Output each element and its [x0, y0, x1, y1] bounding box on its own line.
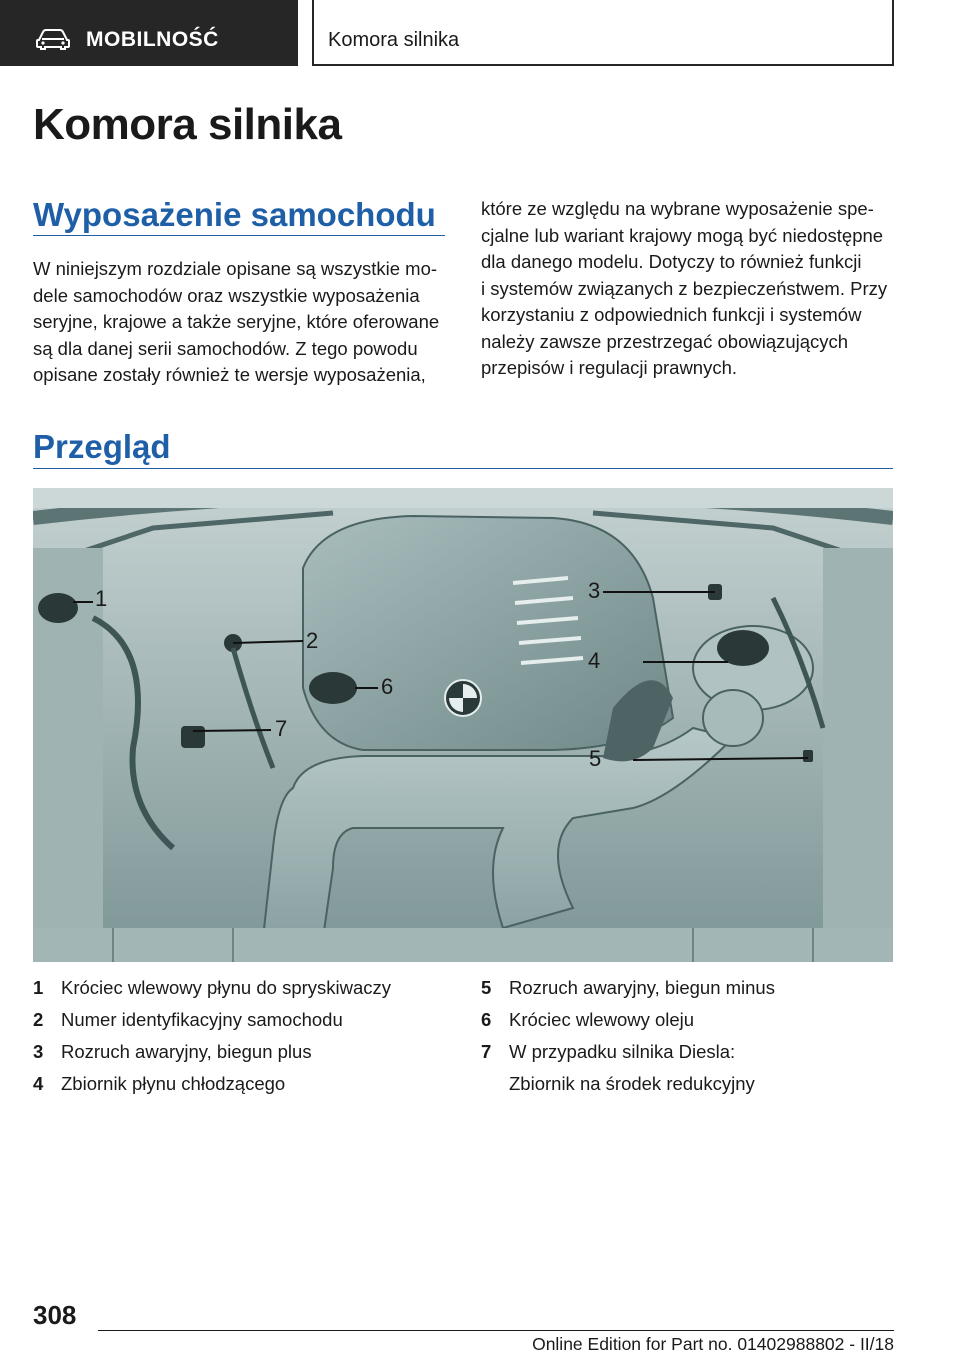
text-line: które ze względu na wybrane wyposażenie spe- [481, 198, 874, 219]
legend-text: Zbiornik na środek redukcyjny [509, 1073, 755, 1094]
legend-item [481, 1004, 911, 1036]
legend-number: 5 [481, 977, 492, 998]
text-line: W niniejszym rozdziale opisane są wszystkie mo- [33, 258, 438, 279]
text-line: należy zawsze przestrzegać obowiązujących [481, 330, 849, 352]
legend-item [33, 1036, 463, 1068]
legend-text: Rozruch awaryjny, biegun plus [61, 1041, 312, 1062]
text-line: dla danego modelu. Dotyczy to również funkcji [481, 251, 862, 272]
legend-item [481, 972, 911, 1004]
callout-2: 2 [306, 628, 319, 653]
overview-heading-rule [33, 468, 893, 469]
edition-text: Online Edition for Part no. 01402988802 - II/18 [532, 1334, 894, 1354]
legend-text: Zbiornik płynu chłodzącego [61, 1073, 286, 1094]
legend-item [33, 1004, 463, 1036]
legend-item [33, 1068, 463, 1100]
car-icon [36, 28, 70, 50]
legend-text: Króciec wlewowy oleju [509, 1009, 695, 1030]
text-line: cjalne lub wariant krajowy mogą być niedostępne [481, 224, 884, 246]
text-line: dele samochodów oraz wszystkie wyposażenia [33, 284, 420, 306]
legend-text: Rozruch awaryjny, biegun minus [509, 977, 775, 998]
equipment-heading: Wyposażenie samochodu [33, 196, 436, 233]
page-number: 308 [33, 1300, 77, 1330]
legend-number [481, 1068, 509, 1100]
equipment-heading-rule [33, 235, 445, 236]
text-line: opisane zostały również te wersje wyposażenia, [33, 364, 426, 385]
overview-heading: Przegląd [33, 428, 171, 465]
callout-3: 3 [588, 578, 601, 603]
text-line: są dla danej serii samochodów. Z tego powodu [33, 337, 418, 359]
equipment-text-col1 [33, 256, 453, 389]
text-line: przepisów i regulacji prawnych. [481, 357, 738, 378]
text-line: i systemów związanych z bezpieczeństwem. Przy [481, 277, 888, 299]
legend-number: 7 [481, 1041, 492, 1062]
chapter-label: Komora silnika [328, 29, 460, 51]
chapter-tab[interactable] [312, 0, 894, 66]
legend-number: 4 [33, 1073, 44, 1094]
callout-7: 7 [275, 716, 288, 741]
callout-5: 5 [589, 746, 602, 771]
legend-number: 6 [481, 1009, 492, 1030]
engine-bay-figure [33, 488, 893, 962]
text-line: korzystaniu z odpowiednich funkcji i systemów [481, 304, 862, 325]
legend-number: 3 [33, 1041, 44, 1062]
callout-1: 1 [95, 586, 108, 611]
legend-item [481, 1036, 911, 1068]
legend-item [33, 972, 463, 1004]
callout-4: 4 [588, 648, 601, 673]
legend-text: Króciec wlewowy płynu do spryskiwaczy [61, 977, 392, 998]
text-line: seryjne, krajowe a także seryjne, które oferowane [33, 311, 440, 332]
legend-number: 2 [33, 1009, 44, 1030]
legend-text: W przypadku silnika Diesla: [509, 1041, 736, 1062]
callout-6: 6 [381, 674, 394, 699]
page-header [0, 0, 960, 66]
section-tab[interactable] [0, 0, 298, 66]
legend-right [481, 972, 911, 1100]
section-label: MOBILNOŚĆ [86, 28, 219, 51]
footer-rule [98, 1330, 894, 1331]
legend-text: Numer identyfikacyjny samochodu [61, 1009, 343, 1030]
equipment-text-col2 [481, 196, 901, 382]
page-title: Komora silnika [33, 100, 342, 149]
legend-item [481, 1068, 911, 1100]
legend-number: 1 [33, 977, 44, 998]
legend-left [33, 972, 463, 1100]
